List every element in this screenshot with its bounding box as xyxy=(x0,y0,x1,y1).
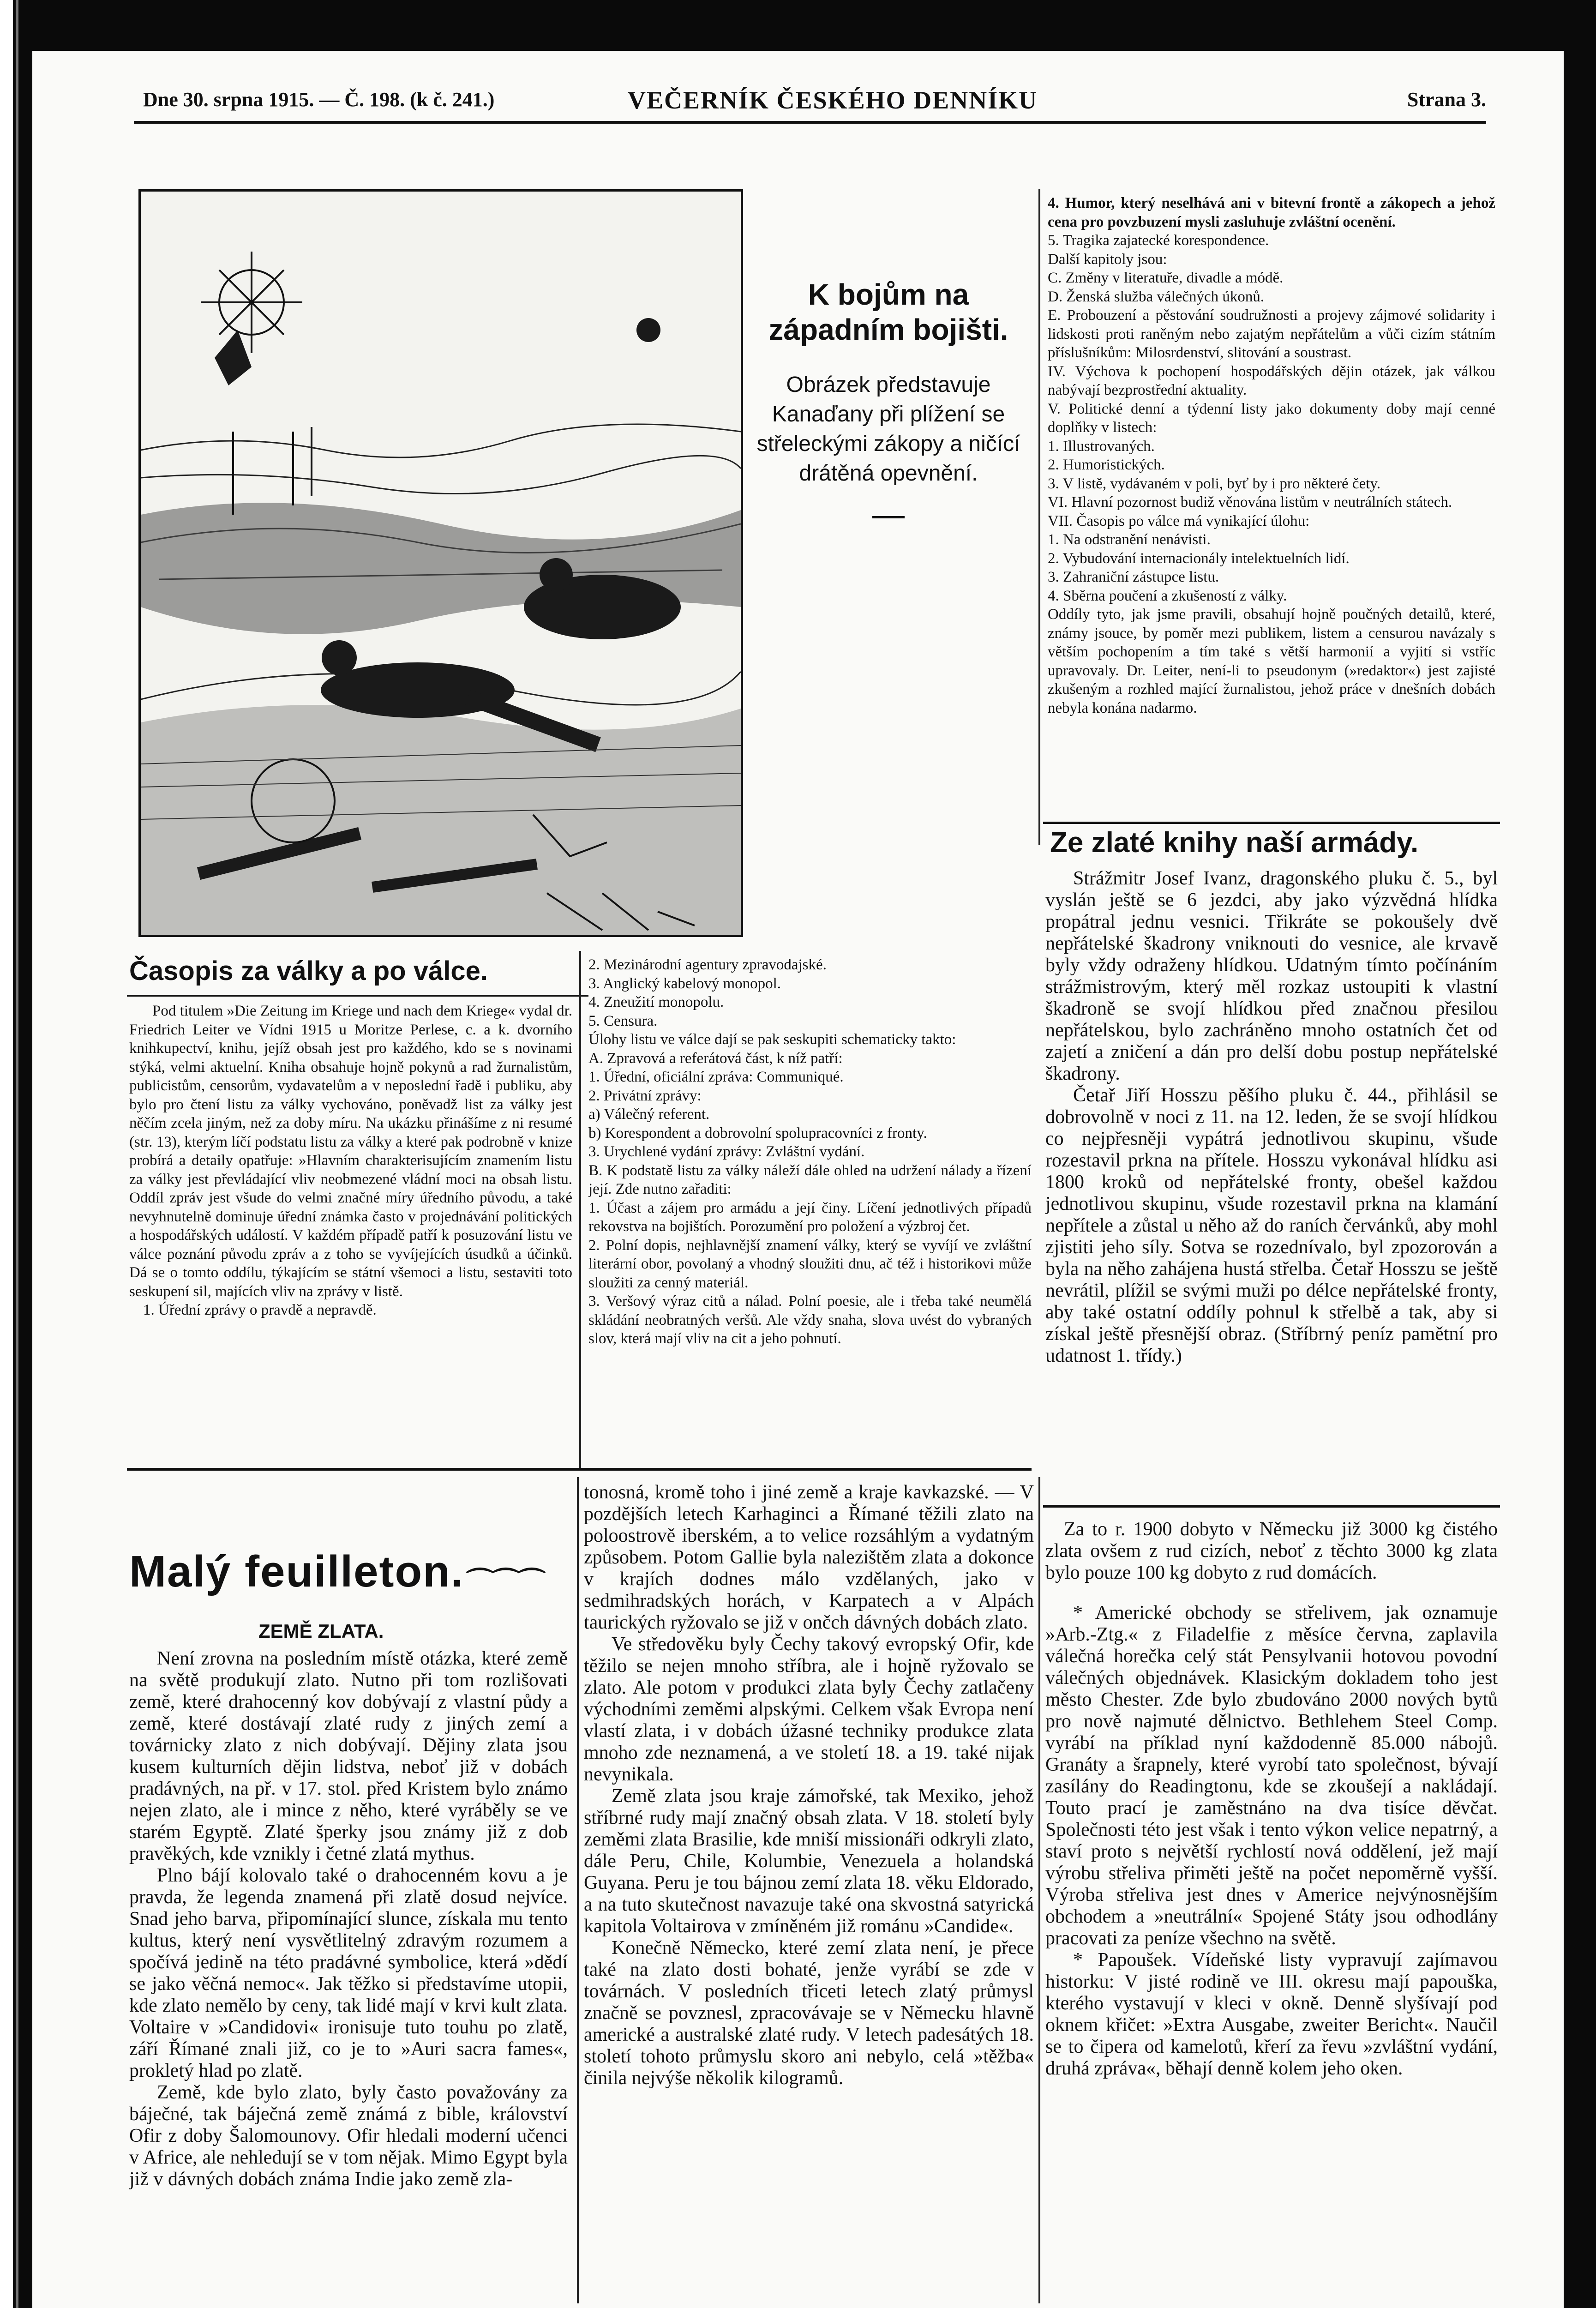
column-rule xyxy=(1038,189,1040,845)
list-line: D. Ženská služba válečných úkonů. xyxy=(1048,288,1265,305)
list-line: 1. Illustrovaných. xyxy=(1048,438,1155,455)
list-line: A. Zpravová a referátová část, k níž patří: xyxy=(588,1050,843,1067)
caption-text: Obrázek představuje Kanaďany při plížení se střeleckými zákopy a ničící drátěná opevnění. xyxy=(756,373,1020,486)
feuilleton-title: Malý feuilleton. xyxy=(129,1547,464,1596)
feuilleton-paragraph: Není zrovna na posledním místě otázka, které země na světě produkují zlato. Nutno při tom rozlišovati země, které drahocenný kov dobývají z vlastní půdy a země, které dostávají zlaté rudy z jiných zemí a továrnicky zlato z nich dobývají. Dějiny zlata jsou kusem kulturních dějin lidstva, neboť již v dobách pradávných, na př. v 17. stol. před Kristem bylo známo nejen zlato, ale i mince z něho, které vyráběly se ve starém Egyptě. Zlaté šperky jsou známy již z dob pravěkých, kde vznikly i četné zlatá mythus. xyxy=(129,1648,568,1864)
list-line: Úlohy listu ve válce dají se pak seskupiti schematicky takto: xyxy=(588,1031,956,1048)
feuilleton-ornament: ⌒⌒⌒ xyxy=(466,1566,544,1599)
section-rule xyxy=(127,1468,1032,1471)
list-line: 2. Vybudování internacionály intelektuelních lidí. xyxy=(1048,550,1350,567)
page-header xyxy=(111,88,1491,115)
list-line: VII. Časopis po válce má vynikající úlohu: xyxy=(1048,512,1310,529)
feuilleton-paragraph: Ve středověku byly Čechy takový evropský Ofir, kde těžilo se nejen mnoho stříbra, ale i hojně ryžovalo se zlato. Ale potom v produkci zlata byly Čechy zatlačeny východními zeměmi alpskými. Celkem však Evropa není vlastí zlata, i v dobách úžasné techniky produkce zlata mnoho zde neznamená, a ve století 18. a 19. také nijak nevynikala. xyxy=(584,1634,1034,1785)
list-line: 4. Zneužití monopolu. xyxy=(588,994,724,1010)
feuilleton-paragraph: Za to r. 1900 dobyto v Německu již 3000 kg čistého zlata ovšem z rud cizích, neboť z těchto 3000 kg zlata bylo pouze 100 kg dobyto z rud domácích. xyxy=(1045,1519,1498,1583)
list-line: E. Probouzení a pěstování soudružnosti a projevy zájmové solidarity i lidskosti proti raněným nebo zajatým nepřátelům a vůči cizím státním příslušníkům: Milosrdenství, slitování a soustrast. xyxy=(1048,307,1495,361)
casopis-col1-last: 1. Úřední zprávy o pravdě a nepravdě. xyxy=(143,1302,377,1318)
casopis-continuation xyxy=(1048,194,1495,831)
note-papousek: * Papoušek. Vídeňské listy vypravují zajímavou historku: V jisté rodině ve III. okresu mají papouška, kterého vystavují v kleci v okně. Denně slyšívají pod oknem křičet: »Extra Ausgabe, zweiter Bericht«. Naučil se to čipera od kamelotů, křerí za řevu »zvláštní vydání, druhá zpráva«, běhají denně kolem jeho oken. xyxy=(1045,1949,1498,2079)
note-americke: * Americké obchody se střelivem, jak oznamuje »Arb.-Ztg.« z Filadelfie z měsíce června, zaplavila válečná horečka celý stát Pensylvanii hotovou povodní válečných objednávek. Klasickým dokladem toho jest město Chester. Zde bylo zbudováno 2000 nových bytů pro nově najmuté dělnictvo. Bethlehem Steel Comp. vyrábí na příklad nyní každodenně 85.000 nábojů. Granáty a šrapnely, které vyrobí tato společnost, bývají zasílány do Readingtonu, kde se zkoušejí a nakládají. Touto prací je zaměstnáno na dva tisíce děvčat. Společnosti této jest však i tento výkon velice nepatrný, a staví proto s největší rychlostí nová oddělení, jež mají výrobu střeliva přiměti ještě na počet nepoměrně vyšší. Výroba střeliva jest dnes v Americe nejvýnosnějším obchodem a »neutrální« Spojené Státy jsou odhodlány pracovati za peníze všechno na světě. xyxy=(1045,1602,1498,1949)
war-illustration xyxy=(138,189,743,937)
list-line: 2. Humoristických. xyxy=(1048,457,1165,473)
column-rule xyxy=(579,951,581,1468)
header-rule xyxy=(134,121,1486,124)
paper-title: VEČERNÍK ČESKÉHO DENNÍKU xyxy=(628,86,1038,114)
zlata-kniha-p2: Četař Jiří Hosszu pěšího pluku č. 44., přihlásil se dobrovolně v noci z 11. na 12. leden, že se svojí hlídkou co nejpřesněji vypátrá jednotlivou skupinu, všude rozestavil prkna na přítele. Hosszu vykonával hlídku asi 1800 kroků od nepřátelské fronty, obešel každou jednotlivou skupinu, všude rozestavil prkna na klamání nepřítele a zůstal u něho až do raních červánků, aby mohl zjistiti jeho síly. Sotva se rozednívalo, byl zpozorován a byla na něho zahájena hustá střelba. Četař Hosszu se ještě nevrátil, plížil se svými muži po délce nepřátelské fronty, aby také ostatní oddíly pohnul k střelbě a tak, aby si získal ještě přesnější obraz. (Stříbrný peníz pamětní pro udatnost 1. třídy.) xyxy=(1045,1085,1498,1366)
list-line: a) Válečný referent. xyxy=(588,1106,710,1123)
zlata-kniha-p1: Strážmitr Josef Ivanz, dragonského pluku č. 5., byl vyslán ještě se 6 jezdci, aby jako výzvědná hlídka propátral jednu vesnici. Třikráte se pokoušely dvě nepřátelské škadrony vniknouti do vesnice, ale krvavě byly vždy odraženy hlídkou. Udatným tímto počínáním strážmistrovým, který měl rozkaz ustoupiti k vlastní škadroně se svojí hlídkou před značnou přesilou nepřátelskou, bylo zachráněno mnoho ostatních čet od zajetí a zničení a dán pro delší dobu postup nepřátelské škadrony. xyxy=(1045,868,1498,1084)
list-line: 3. Anglický kabelový monopol. xyxy=(588,975,781,992)
list-line: 4. Sběrna poučení a zkušeností z války. xyxy=(1048,587,1287,604)
illustration-drawing xyxy=(141,192,741,935)
list-line: 1. Účast a zájem pro armádu a její činy. Líčení jednotlivých případů rekovstva na bojištích. Porozumění pro položení a výzbroj čet. xyxy=(588,1199,1032,1235)
column-rule xyxy=(1038,1477,1040,2303)
list-line: 4. Humor, který neselhává ani v bitevní frontě a zákopech a jehož cena pro povzbuzení mysli zasluhuje zvláštní ocenění. xyxy=(1048,195,1495,230)
page-number: Strana 3. xyxy=(1407,88,1486,111)
section-rule xyxy=(127,995,588,997)
list-line: 2. Polní dopis, nejhlavnější znamení války, který se vyvíjí ve zvláštní literární obor, povolaný a vhodný sloužiti dnu, ač též i historikovi může sloužiti za cenný materiál. xyxy=(588,1237,1032,1291)
list-line: Další kapitoly jsou: xyxy=(1048,251,1167,268)
list-line: 5. Censura. xyxy=(588,1012,658,1029)
feuilleton-paragraph: Země, kde bylo zlato, byly často považovány za báječné, tak báječná země známá z bible, království Ofir z doby Šalomounovy. Ofir hledali moderní učenci v Africe, ale nehledují se v tom nějak. Mimo Egypt byla již v dávných dobách známa Indie jako země zla- xyxy=(129,2082,568,2190)
list-line: 3. Veršový výraz citů a nálad. Polní poesie, ale i třeba také neumělá skládání neobratných veršů. Ale vždy snaha, slova uvést do vybraných slov, která mají vliv na cit a jeho pohnutí. xyxy=(588,1293,1032,1347)
feuilleton-paragraph: Země zlata jsou kraje zámořské, tak Mexiko, jehož stříbrné rudy mají značný obsah zlata. V 18. století byly zeměmi zlata Brasilie, kde mniší missionáři odkryli zlato, dále Peru, Chile, Kolumbie, Venezuela a holandská Guyana. Peru je tou bájnou zemí zlata 18. věku Eldorado, a na tuto skutečnost navazuje také ona skvostná satyrická kapitola Voltairova v zmíněném již románu »Candide«. xyxy=(584,1785,1034,1937)
list-line: 1. Na odstranění nenávisti. xyxy=(1048,531,1211,548)
list-line: 3. V listě, vydávaném v poli, byť by i pro některé čety. xyxy=(1048,475,1381,492)
feuilleton-paragraph: tonosná, kromě toho i jiné země a kraje kavkazské. — V pozdějších letech Karhaginci a Římané těžili zlato na poloostrově iberském, a to velice rozsáhlým a vydatným způsobem. Potom Gallie byla nalezištěm zlata a dokonce v krajích dodnes málo vzdělaných, jako v sedmihradských horách, v Karpatech a v Alpách taurických ryžovalo se již v ončch dávných dobách zlato. xyxy=(584,1482,1034,1633)
column-rule xyxy=(577,1477,579,2303)
list-line: 3. Urychlené vydání zprávy: Zvláštní vydání. xyxy=(588,1143,865,1160)
feuilleton-paragraph: Plno bájí kolovalo také o drahocenném kovu a je pravda, že legenda znamená při zlatě dosud nejvíce. Snad jeho barva, připomínající slunce, získala mu tento kultus, který není vysvětlitelný zdravým rozumem a spočívá jedině na této pradávné symbolice, která »dědí se jako věčná nemoc«. Jak těžko si představíme utopii, kde zlato nemělo by ceny, tak lidé mají v krvi kult zlata. Voltaire v »Candidovi« ironisuje tuto touhu po zlatě, září Římané znali již, co je to »Auri sacra fames«, prokletý hlad po zlatě. xyxy=(129,1865,568,2081)
list-line: 1. Úřední, oficiální zpráva: Communiqué. xyxy=(588,1069,844,1085)
list-line: C. Změny v literatuře, divadle a módě. xyxy=(1048,270,1284,286)
date-line: Dne 30. srpna 1915. — Č. 198. (k č. 241.) xyxy=(143,88,495,111)
list-line: V. Politické denní a týdenní listy jako dokumenty doby mají cenné doplňky v listech: xyxy=(1048,400,1495,436)
casopis-col2 xyxy=(588,956,1032,1468)
zlata-kniha-body xyxy=(1045,868,1498,1449)
feuilleton-paragraph: Konečně Německo, které zemí zlata není, je přece také na zlato dosti bohaté, jenže vyrábí se zde v továrnách. V posledních třiceti letech zlatý průmysl značně se povznesl, zpracovávaje se v Německu hlavně americké a australské zlaté rudy. V letech padesátých 18. století tohoto průmyslu skoro ani nebylo, celá »těžba« činila nejvýše několik kilogramů. xyxy=(584,1937,1034,2089)
list-line: Oddíly tyto, jak jsme pravili, obsahují hojně poučných detailů, které, známy jsouce, by poměr mezi publikem, listem a censurou navázaly s větším pochopením a tím také s větší harmonií a vyjití si vstříc upravovaly. Dr. Leiter, není-li to pseudonym (»redaktor«) jest zajisté zkušeným a rozhled mající žurnalistou, jehož práce v dnešních dobách nebyla konána nadarmo. xyxy=(1048,606,1495,716)
feuilleton-col2 xyxy=(584,1482,1034,2303)
list-line: VI. Hlavní pozornost budiž věnována listům v neutrálních státech. xyxy=(1048,494,1452,511)
casopis-title: Časopis za války a po válce. xyxy=(129,956,488,986)
illustration-caption xyxy=(748,277,1029,518)
list-line: 3. Zahraniční zástupce listu. xyxy=(1048,569,1219,585)
caption-dash xyxy=(872,516,905,518)
feuilleton-col3 xyxy=(1045,1519,1498,2303)
list-line: 2. Privátní zprávy: xyxy=(588,1087,702,1104)
list-line: 5. Tragika zajatecké korespondence. xyxy=(1048,232,1269,249)
list-line: IV. Výchova k pochopení hospodářských dějin otázek, jak válkou nabývají bezprostřední aktuality. xyxy=(1048,363,1495,398)
casopis-col1 xyxy=(129,1002,572,1463)
feuilleton-subtitle: ZEMĚ ZLATA. xyxy=(258,1620,384,1642)
page-edge-shadow xyxy=(16,0,18,2308)
list-line: b) Korespondent a dobrovolní spolupracovníci z fronty. xyxy=(588,1124,927,1142)
page-edge xyxy=(0,0,13,2308)
feuilleton-col1 xyxy=(129,1648,568,2303)
list-line: 2. Mezinárodní agentury zpravodajské. xyxy=(588,956,827,973)
caption-title: K bojům na západním bojišti. xyxy=(768,278,1008,346)
section-rule xyxy=(1043,1505,1500,1508)
list-line: B. K podstatě listu za války náleží dále ohled na udržení nálady a řízení její. Zde nutno zařaditi: xyxy=(588,1162,1032,1197)
casopis-col1-text: Pod titulem »Die Zeitung im Kriege und nach dem Kriege« vydal dr. Friedrich Leiter ve Vídni 1915 u Moritze Perlese, c. a k. dvorního knihkupectví, knihu, jejíž obsah jest pro každého, kdo se s novinami stýká, velmi aktuelní. Kniha obsahuje hojně pokynů a rad žurnalistům, publicistům, censorům, vydavatelům a v neposlední řadě i publiku, aby bylo pro čtení listu za války vychováno, poněvadž list za války jest něčím zcela jiným, než za doby míru. Na ukázku přinášíme z ni resumé (str. 13), kterým líčí podstatu listu za války a které pak podrobně v knize probírá a detaily opatřuje: »Hlavním charakterisujícím znamením listu za války jest převládající vliv neobmezené vládní moci na obsah listu. Oddíl zpráv jest všude do velmi značné míry úředního původu, a také nevyhnutelně dominuje úřední známka často v projednávání politických a hospodářských událostí. V každém případě patří k posuzování listu ve válce poznání původu zpráv a z toho se vyvíjejících úsudků a účinků. Dá se o tomto oddílu, týkajícím se státní všemoci a listu, sestaviti toto seskupení sil, majících vliv na zprávy v listě. xyxy=(129,1003,572,1300)
zlata-kniha-title: Ze zlaté knihy naší armády. xyxy=(1050,827,1419,859)
section-rule xyxy=(1043,822,1500,824)
